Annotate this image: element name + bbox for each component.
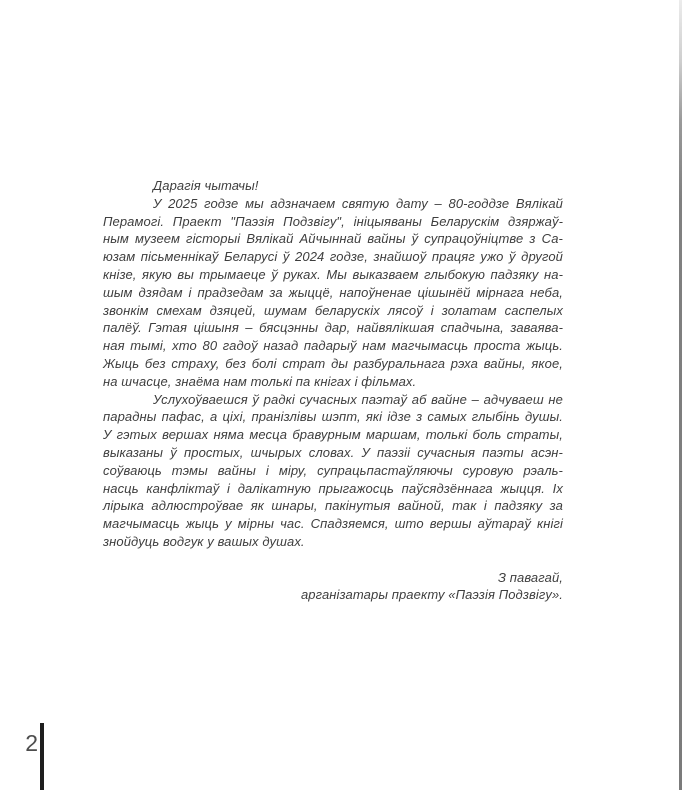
letter-line: палёў. Гэтая цішыня – бясцэнны дар, найвялікшая спадчына, заваява- xyxy=(103,320,563,336)
letter-line: кнізе, якую вы трымаеце ў руках. Мы выказваем глыбокую падзяку на- xyxy=(103,266,563,282)
letter-line: шым дзядам і прадзедам за жыццё, напоўненае цішынёй мірнага неба, xyxy=(103,284,563,300)
letter-line: ным музеем гісторыі Вялікай Айчыннай вайны ў супрацоўніцтве з Са- xyxy=(103,231,563,247)
letter-line: Жыць без страху, без болі страт ды разбуральнага рэха вайны, якое, xyxy=(103,355,563,371)
letter-line: насць канфліктаў і далікатную прыгажосць паўсядзённага жыцця. Іх xyxy=(103,480,563,496)
signature-line: З павагай, xyxy=(497,569,563,585)
letter-text xyxy=(103,177,563,604)
letter-line: звонкім смехам дзяцей, шумам беларускіх лясоў і золатам саспелых xyxy=(103,302,563,318)
page-number: 2 xyxy=(25,730,38,756)
letter-line: Услухоўваешся ў радкі сучасных паэтаў аб вайне – адчуваеш не xyxy=(153,391,563,407)
letter-line: У 2025 годзе мы адзначаем святую дату – 80-годдзе Вялікай xyxy=(153,195,563,211)
letter-line: ная тымі, хто 80 гадоў назад падарыў нам магчымасць проста жыць. xyxy=(103,338,563,354)
letter-line: соўваюць тэмы вайны і міру, супрацьпастаўляючы суровую рэаль- xyxy=(103,462,563,478)
salutation-line: Дарагія чытачы! xyxy=(153,178,259,193)
letter-line: юзам пісьменнікаў Беларусі ў 2024 годзе, знайшоў працяг ужо ў другой xyxy=(103,249,563,265)
signature-org-line: арганізатары праекту «Паэзія Подзвігу». xyxy=(300,587,563,603)
blank-line xyxy=(103,551,563,569)
letter-line: парадны пафас, а ціхі, пранізлівы шэпт, які ідзе з самых глыбінь душы. xyxy=(103,409,563,425)
letter-line: У гэтых вершах няма месца бравурным маршам, толькі боль страты, xyxy=(103,427,563,443)
letter-line: выказаны ў простых, шчырых словах. У паэзіі сучасныя паэты асэн- xyxy=(103,444,563,460)
letter-line: знойдуць водгук у вашых душах. xyxy=(103,533,305,549)
letter-line: на шчасце, знаёма нам толькі па кнігах і фільмах. xyxy=(103,373,417,389)
letter-line: магчымасць жыць у мірны час. Спадзяемся, што вершы аўтараў кнігі xyxy=(103,516,563,532)
page-corner-bar xyxy=(40,723,44,790)
letter-line: Перамогі. Праект "Паэзія Подзвігу", ініцыяваны Беларускім дзяржаў- xyxy=(103,213,563,229)
letter-line: лірыка адлюстроўвае як шнары, пакінутыя вайной, так і падзяку за xyxy=(103,498,563,514)
